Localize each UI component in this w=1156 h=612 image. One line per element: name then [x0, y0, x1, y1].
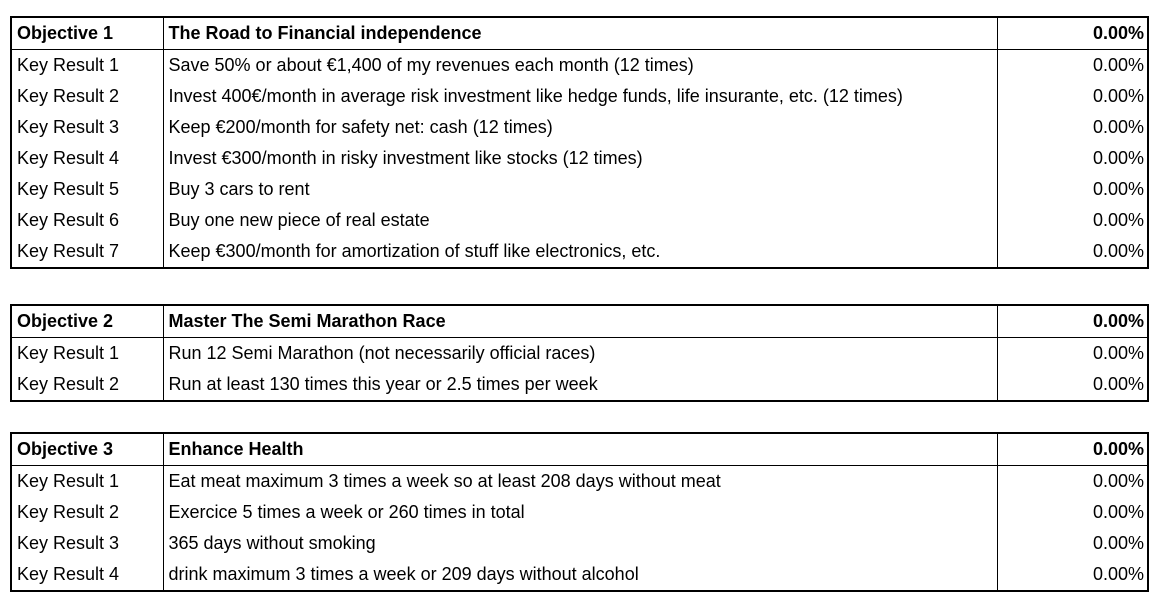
objective-table [10, 16, 1149, 269]
objective-label[interactable]: Objective 2 [11, 305, 163, 338]
key-result-text[interactable]: Exercice 5 times a week or 260 times in total [163, 497, 997, 528]
key-result-text[interactable]: Eat meat maximum 3 times a week so at least 208 days without meat [163, 466, 997, 498]
key-result-row[interactable] [11, 81, 1148, 112]
objective-row[interactable] [11, 17, 1148, 50]
key-result-label[interactable]: Key Result 1 [11, 338, 163, 370]
key-result-percent[interactable]: 0.00% [1092, 564, 1144, 584]
key-result-row[interactable] [11, 50, 1148, 82]
key-result-label[interactable]: Key Result 3 [11, 528, 163, 559]
key-result-row[interactable] [11, 338, 1148, 370]
key-result-text[interactable]: Save 50% or about €1,400 of my revenues each month (12 times) [163, 50, 997, 82]
objective-title[interactable]: The Road to Financial independence [163, 17, 997, 50]
key-result-label[interactable]: Key Result 3 [11, 112, 163, 143]
key-result-text[interactable]: drink maximum 3 times a week or 209 days without alcohol [163, 559, 997, 591]
key-result-percent[interactable]: 0.00% [1092, 55, 1144, 75]
key-result-label[interactable]: Key Result 6 [11, 205, 163, 236]
key-result-row[interactable] [11, 205, 1148, 236]
key-result-label[interactable]: Key Result 5 [11, 174, 163, 205]
key-result-row[interactable] [11, 466, 1148, 498]
key-result-row[interactable] [11, 528, 1148, 559]
key-result-percent[interactable]: 0.00% [1092, 179, 1144, 199]
key-result-percent[interactable]: 0.00% [1092, 117, 1144, 137]
key-result-label[interactable]: Key Result 1 [11, 466, 163, 498]
objective-table [10, 432, 1149, 592]
key-result-text[interactable]: Keep €200/month for safety net: cash (12 times) [163, 112, 997, 143]
key-result-row[interactable] [11, 497, 1148, 528]
key-result-text[interactable]: Buy 3 cars to rent [163, 174, 997, 205]
objective-row[interactable] [11, 433, 1148, 466]
key-result-percent[interactable]: 0.00% [1092, 148, 1144, 168]
key-result-text[interactable]: Keep €300/month for amortization of stuff like electronics, etc. [163, 236, 997, 268]
key-result-percent[interactable]: 0.00% [1092, 374, 1144, 394]
key-result-label[interactable]: Key Result 2 [11, 497, 163, 528]
objective-label[interactable]: Objective 1 [11, 17, 163, 50]
key-result-percent[interactable]: 0.00% [1092, 86, 1144, 106]
objective-table [10, 304, 1149, 402]
key-result-row[interactable] [11, 112, 1148, 143]
key-result-text[interactable]: Run 12 Semi Marathon (not necessarily official races) [163, 338, 997, 370]
key-result-label[interactable]: Key Result 4 [11, 143, 163, 174]
key-result-percent[interactable]: 0.00% [1092, 502, 1144, 522]
key-result-percent[interactable]: 0.00% [1092, 533, 1144, 553]
objective-title[interactable]: Enhance Health [163, 433, 997, 466]
key-result-percent[interactable]: 0.00% [1092, 210, 1144, 230]
key-result-row[interactable] [11, 559, 1148, 591]
key-result-row[interactable] [11, 143, 1148, 174]
key-result-text[interactable]: 365 days without smoking [163, 528, 997, 559]
key-result-label[interactable]: Key Result 2 [11, 369, 163, 401]
objective-percent[interactable]: 0.00% [997, 433, 1148, 466]
key-result-label[interactable]: Key Result 7 [11, 236, 163, 268]
objective-title[interactable]: Master The Semi Marathon Race [163, 305, 997, 338]
key-result-row[interactable] [11, 174, 1148, 205]
key-result-text[interactable]: Buy one new piece of real estate [163, 205, 997, 236]
objective-percent[interactable]: 0.00% [997, 305, 1148, 338]
key-result-label[interactable]: Key Result 1 [11, 50, 163, 82]
key-result-label[interactable]: Key Result 4 [11, 559, 163, 591]
key-result-text[interactable]: Run at least 130 times this year or 2.5 times per week [163, 369, 997, 401]
key-result-percent[interactable]: 0.00% [1092, 241, 1144, 261]
objective-label[interactable]: Objective 3 [11, 433, 163, 466]
objective-row[interactable] [11, 305, 1148, 338]
key-result-row[interactable] [11, 236, 1148, 268]
objective-percent[interactable]: 0.00% [997, 17, 1148, 50]
key-result-text[interactable]: Invest €300/month in risky investment like stocks (12 times) [163, 143, 997, 174]
key-result-row[interactable] [11, 369, 1148, 401]
key-result-percent[interactable]: 0.00% [1092, 343, 1144, 363]
key-result-label[interactable]: Key Result 2 [11, 81, 163, 112]
key-result-text[interactable]: Invest 400€/month in average risk investment like hedge funds, life insurante, etc. (12 times) [163, 81, 997, 112]
key-result-percent[interactable]: 0.00% [1092, 471, 1144, 491]
